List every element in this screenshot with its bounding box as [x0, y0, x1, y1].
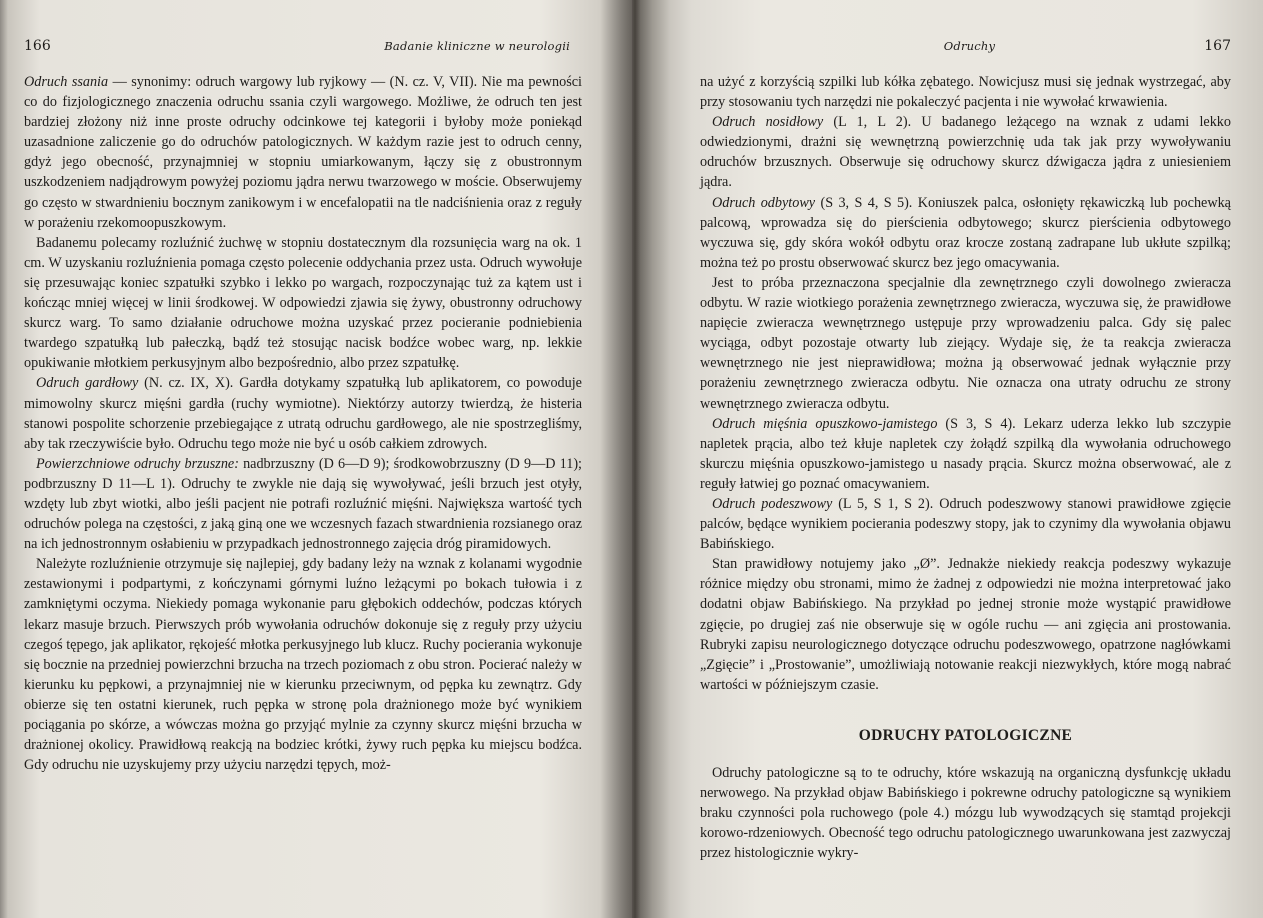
paragraph-lead: Odruch gardłowy: [36, 375, 139, 392]
paragraph: [700, 273, 1231, 414]
paragraph-lead: Odruch nosidłowy: [712, 114, 824, 131]
paragraph: [700, 72, 1231, 112]
paragraph-text: (S 3, S 4). Lekarz uderza lekko lub szczypie napletek prącia, albo też kłuje napletek czy żołądź szpilką dla wywołania odruchowego skurczu mięśnia opuszkowo-jamistego u nasady prącia. Skurcz można obserwować, ale z reguły łatwiej go poznać omacywaniem.: [700, 415, 1231, 492]
paragraph-lead: Odruch odbytowy: [712, 194, 816, 211]
left-page-body: [24, 72, 582, 775]
paragraph: [700, 763, 1231, 863]
paragraph: [700, 193, 1231, 273]
paragraph-lead: Odruch mięśnia opuszkowo-jamistego: [712, 415, 938, 432]
paragraph-text: Stan prawidłowy notujemy jako „Ø”. Jednakże niekiedy reakcja podeszwy wykazuje różnice między obu stronami, mimo że żadnej z odpowiedzi nie można interpretować jako dodatni objaw Babińskiego. Na przykład po jednej stronie może wystąpić prawidłowe zgięcie, po drugiej zaś nie obserwuje się w ogóle ruchu — ani zgięcia ani prostowania. Rubryki zapisu neurologicznego dotyczące odruchu podeszwowego, opatrzone nagłówkami „Zgięcie” i „Prostowanie”, umożliwiają notowanie reakcji niezwykłych, które mogą nabrać wartości w późniejszym czasie.: [700, 556, 1231, 693]
paragraph-lead: Powierzchniowe odruchy brzuszne:: [36, 455, 239, 472]
paragraph-lead: Odruch ssania: [24, 74, 109, 90]
paragraph-text: na użyć z korzyścią szpilki lub kółka zębatego. Nowicjusz musi się jednak wystrzegać, aby przy stosowaniu tych narzędzi nie pokaleczyć pacjenta i nie wywołać krwawienia.: [700, 74, 1231, 111]
paragraph-text: Jest to próba przeznaczona specjalnie dla zewnętrznego czyli dowolnego zwieracza odbytu. W razie wiotkiego porażenia zewnętrznego zwieracza, wyczuwa się, że prawidłowe napięcie zwieracza wewnętrznego ustępuje przy wprowadzeniu palca. Gdy się palec wyciąga, odbyt pozostaje otwarty lub ziejący. Wydaje się, że ta reakcja zwieracza wewnętrznego nie jest nieprawidłowa; można ją obserwować jednak wyłącznie przy porażeniu zewnętrznego zwieracza odbytu. Nie oznacza ona utraty odruchu ze strony wewnętrznego zwieracza odbytu.: [700, 274, 1231, 412]
paragraph-text: (N. cz. IX, X). Gardła dotykamy szpatułką lub aplikatorem, co powoduje mimowolny skurcz mięśni gardła (ruchy wymiotne). Niektórzy autorzy twierdzą, że histeria stanowi pospolite schorzenie przebiegające z utratą odruchu gardłowego, ale nie spostrzegliśmy, aby tak rzeczywiście było. Odruchu tego może nie być u osób całkiem zdrowych.: [24, 375, 582, 452]
right-page: [632, 0, 1263, 918]
paragraph-text: Należyte rozluźnienie otrzymuje się najlepiej, gdy badany leży na wznak z kolanami wygodnie zestawionymi i podpartymi, z kończynami górnymi luźno leżącymi po bokach tułowia i z zamkniętymi oczyma. Niekiedy pomaga wykonanie paru głębokich oddechów, podczas których lekarz masuje brzuch. Pierwszych prób wywołania odruchów dokonuje się z reguły przy użyciu czegoś tępego, jak aplikator, rękojeść młotka perkusyjnego lub klucz. Ruchy pocierania wykonuje się bocznie na przedniej powierzchni brzucha na trzech poziomach z obu stron. Pocierać należy w kierunku ku pępkowi, a przynajmniej nie w kierunku przeciwnym, od pępka ku zewnątrz. Gdy obierze się ten ostatni kierunek, ruch pępka w stronę pola drażnionego może być wynikiem pociągania po skórze, a wówczas można go przyjąć mylnie za czynny skurcz mięśni brzucha w drażnionej okolicy. Prawidłową reakcją na bodziec krótki, żywy ruch pępka ku miejscu bodźca. Gdy odruchu nie uzyskujemy przy użyciu narzędzi tępych, moż-: [24, 556, 582, 774]
paragraph: [700, 112, 1231, 192]
running-head: Badanie kliniczne w neurologii: [384, 39, 570, 53]
page-number: 166: [24, 38, 51, 54]
paragraph-lead: Odruch podeszwowy: [712, 495, 833, 512]
paragraph: [24, 373, 582, 453]
paragraph: [24, 233, 582, 374]
paragraph-text: (S 3, S 4, S 5). Koniuszek palca, osłonięty rękawiczką lub pochewką palcową, wprowadza się do pierścienia odbytowego; skurcz pierścienia odbytowego wyczuwa się, gdy skóra wokół odbytu oraz krocze zostaną zadrapane lub ukłute szpilką; można też po prostu obserwować skurcz bez jego omacywania.: [700, 194, 1231, 271]
paragraph-text: nadbrzuszny (D 6—D 9); środkowobrzuszny (D 9—D 11); podbrzuszny D 11—L 1). Odruchy te zwykle nie dają się wywoływać, jeśli brzuch jest otyły, wzdęty lub zbyt wiotki, albo jeśli pacjent nie potrafi rozluźnić mięśni. Największa wartość tych odruchów polega na częstości, z jaką giną one we wczesnych fazach stwardnienia rozsianego oraz na ich jednostronnym osłabieniu w przypadkach jednostronnego zajęcia dróg piramidowych.: [24, 455, 582, 553]
running-head: Odruchy: [943, 39, 996, 53]
right-page-header: [700, 38, 1231, 60]
section-title: ODRUCHY PATOLOGICZNE: [858, 726, 1073, 744]
paragraph: [24, 454, 582, 554]
paragraph: [700, 414, 1231, 494]
left-page-header: [24, 38, 582, 60]
page-number: 167: [1204, 38, 1231, 54]
paragraph-text: (L 5, S 1, S 2). Odruch podeszwowy stanowi prawidłowe zgięcie palców, będące wynikiem pocierania podeszwy stopy, jak to czynimy dla wywołania objawu Babińskiego.: [700, 495, 1231, 553]
right-page-body: [700, 72, 1231, 863]
paragraph-text: Badanemu polecamy rozluźnić żuchwę w stopniu dostatecznym dla rozsunięcia warg na ok. 1 cm. W uzyskaniu rozluźnienia pomaga często polecenie oddychania przez usta. Odruch wywołuje się przesuwając koniec szpatułki szybko i lekko po wargach, rozpoczynając tuż za kątem ust i kończąc mniej więcej w linii środkowej. W odpowiedzi zjawia się żywy, obustronny odruchowy skurcz warg. To samo działanie odruchowe można uzyskać przez pocieranie podniebienia twardego szpatułką lub pałeczką, bądź też stosując nacisk bodźce wobec warg, np. lekkie opukiwanie młotkiem perkusyjnym albo bezpośrednio, albo przez szpatułkę.: [24, 234, 582, 372]
paragraph: [700, 494, 1231, 554]
paragraph-text: Odruchy patologiczne są to te odruchy, które wskazują na organiczną dysfunkcję układu nerwowego. Na przykład objaw Babińskiego i pokrewne odruchy patologiczne są wynikiem braku czynności pola ruchowego (pole 4.) mózgu lub wywodzących się stamtąd projekcji korowo-rdzeniowych. Obecność tego odruchu patologicznego uwarunkowana jest zazwyczaj przez histologicznie wykry-: [700, 765, 1231, 862]
paragraph: [24, 554, 582, 775]
paragraph-text: — synonimy: odruch wargowy lub ryjkowy — (N. cz. V, VII). Nie ma pewności co do fizjologicznego znaczenia odruchu ssania czyli wargowego. Możliwe, że odruch ten jest bardziej złożony niż inne proste odruchy odcinkowe tej kategorii i byłoby może poniekąd uzasadnione zaliczenie go do odruchów patologicznych. W każdym razie jest to odruch cenny, gdyż jego obecność, przynajmniej w stopniu umiarkowanym, łączy się z obustronnym uszkodzeniem nadjądrowym powyżej poziomu jądra nerwu twarzowego w moście. Obserwujemy go często w stwardnieniu bocznym zanikowym i w encefalopatii na tle nadciśnienia oraz z reguły w porażeniu rzekomoopuszkowym.: [24, 74, 582, 231]
paragraph-text: (L 1, L 2). U badanego leżącego na wznak z udami lekko odwiedzionymi, drażni się wewnętrzną powierzchnię uda tak jak przy wywoływaniu odruchów brzusznych. Obserwuje się odruchowy skurcz dźwigacza jądra z uniesieniem jądra.: [700, 114, 1231, 191]
paragraph: [24, 72, 582, 233]
paragraph: [700, 554, 1231, 695]
